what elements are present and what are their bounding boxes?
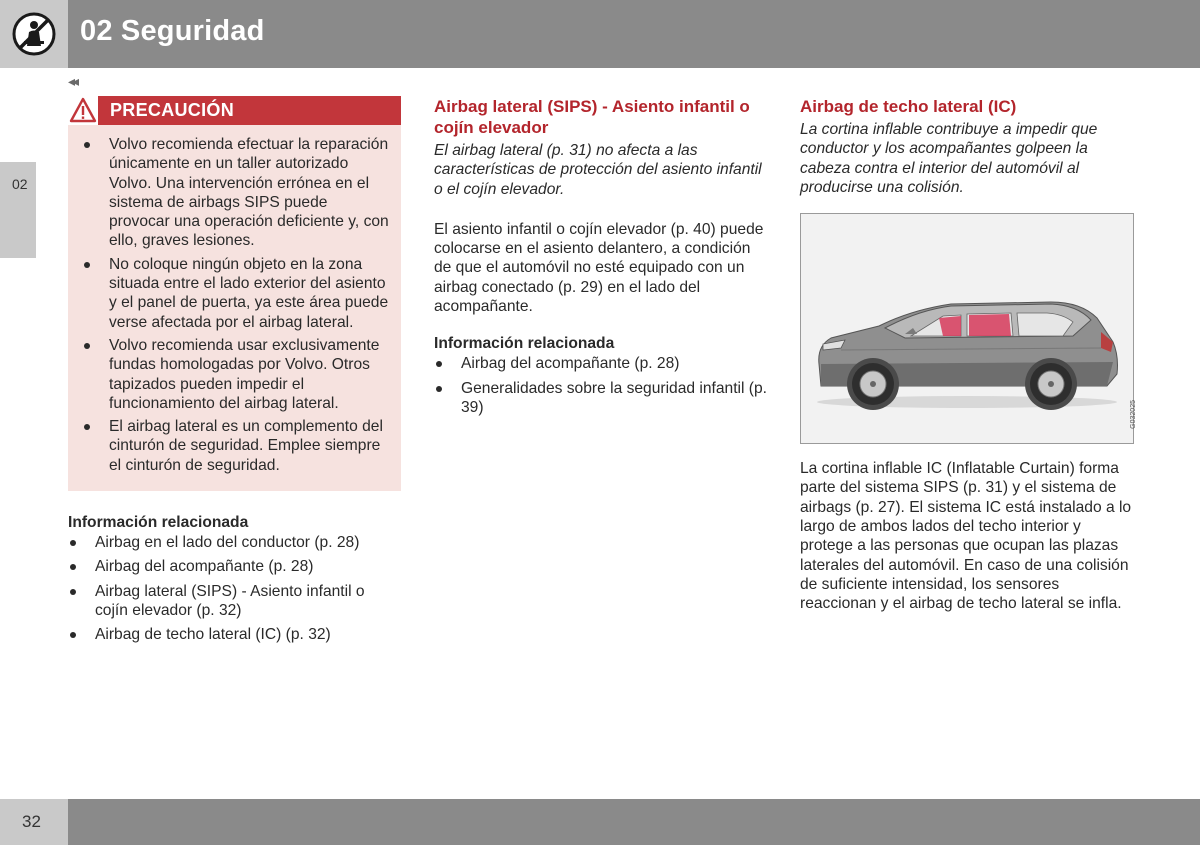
section-title-sips: Airbag lateral (SIPS) - Asiento infantil o cojín elevador bbox=[434, 97, 750, 137]
page-number: 32 bbox=[22, 812, 41, 831]
car-illustration bbox=[800, 213, 1137, 444]
related-link[interactable]: Airbag de techo lateral (IC) (p. 32) bbox=[68, 625, 401, 644]
page-title: 02 Seguridad bbox=[80, 15, 265, 47]
column-right bbox=[800, 96, 1137, 614]
column-middle bbox=[434, 96, 768, 422]
section-intro-ic: La cortina inflable contribuye a impedir que conductor y los acompañantes golpeen la cabeza contra el interior del automóvil al producirse una colisión. bbox=[800, 121, 1098, 196]
header-icon-box bbox=[0, 0, 68, 68]
related-info-list bbox=[68, 533, 401, 644]
section-intro-sips: El airbag lateral (p. 31) no afecta a las características de protección del asiento infantil o el cojín elevador. bbox=[434, 142, 762, 198]
related-info-list bbox=[434, 354, 768, 417]
back-navigation-icon[interactable]: ◂◂ bbox=[68, 73, 77, 89]
warning-triangle-icon bbox=[69, 97, 97, 124]
warning-item: El airbag lateral es un complemento del cinturón de seguridad. Emplee siempre el cinturón de seguridad. bbox=[82, 417, 389, 475]
warning-header bbox=[68, 96, 401, 125]
related-link[interactable]: Airbag del acompañante (p. 28) bbox=[434, 354, 768, 373]
warning-list bbox=[82, 135, 389, 475]
chapter-tab-label: 02 bbox=[12, 176, 28, 192]
related-link[interactable]: Airbag lateral (SIPS) - Asiento infantil o cojín elevador (p. 32) bbox=[68, 582, 401, 621]
related-info-title: Información relacionada bbox=[434, 335, 615, 353]
warning-item: No coloque ningún objeto en la zona situada entre el lado exterior del asiento y el panel de puerta, ya este área puede verse afectada por el airbag lateral. bbox=[82, 255, 389, 332]
figure-code: G032025 bbox=[1130, 400, 1137, 429]
warning-icon-box bbox=[68, 96, 98, 125]
seatbelt-airbag-icon bbox=[12, 12, 56, 56]
warning-item: Volvo recomienda efectuar la reparación únicamente en un taller autorizado Volvo. Una intervención errónea en el sistema de airbags SIPS puede provocar una operación deficiente y, con ello, graves lesiones. bbox=[82, 135, 389, 251]
section-title-ic: Airbag de techo lateral (IC) bbox=[800, 97, 1017, 116]
related-info-title: Información relacionada bbox=[68, 514, 249, 532]
related-link[interactable]: Airbag en el lado del conductor (p. 28) bbox=[68, 533, 401, 552]
page-footer bbox=[0, 799, 1200, 845]
warning-item: Volvo recomienda usar exclusivamente fundas homologadas por Volvo. Otros tapizados pueden impedir el funcionamiento del airbag lateral. bbox=[82, 336, 389, 413]
section-body-sips: El asiento infantil o cojín elevador (p. 40) puede colocarse en el asiento delantero, a condición de que el automóvil no esté equipado con un airbag conectado (p. 29) en el lado del acompañante. bbox=[434, 220, 764, 316]
column-left bbox=[68, 96, 401, 650]
warning-body bbox=[68, 125, 401, 491]
warning-title: PRECAUCIÓN bbox=[110, 100, 235, 120]
related-link[interactable]: Airbag del acompañante (p. 28) bbox=[68, 557, 401, 576]
related-link[interactable]: Generalidades sobre la seguridad infantil (p. 39) bbox=[434, 379, 768, 418]
warning-box bbox=[68, 96, 401, 491]
car-curtain-airbag-illustration bbox=[801, 214, 1133, 443]
section-body-ic: La cortina inflable IC (Inflatable Curtain) forma parte del sistema SIPS (p. 31) y el sistema de airbags (p. 27). El sistema IC está instalado a lo largo de ambos lados del techo interior y protege a las personas que ocupan las plazas laterales del automóvil. En caso de una colisión de suficiente intensidad, los sensores reaccionan y el airbag de techo lateral se infla. bbox=[800, 460, 1132, 613]
